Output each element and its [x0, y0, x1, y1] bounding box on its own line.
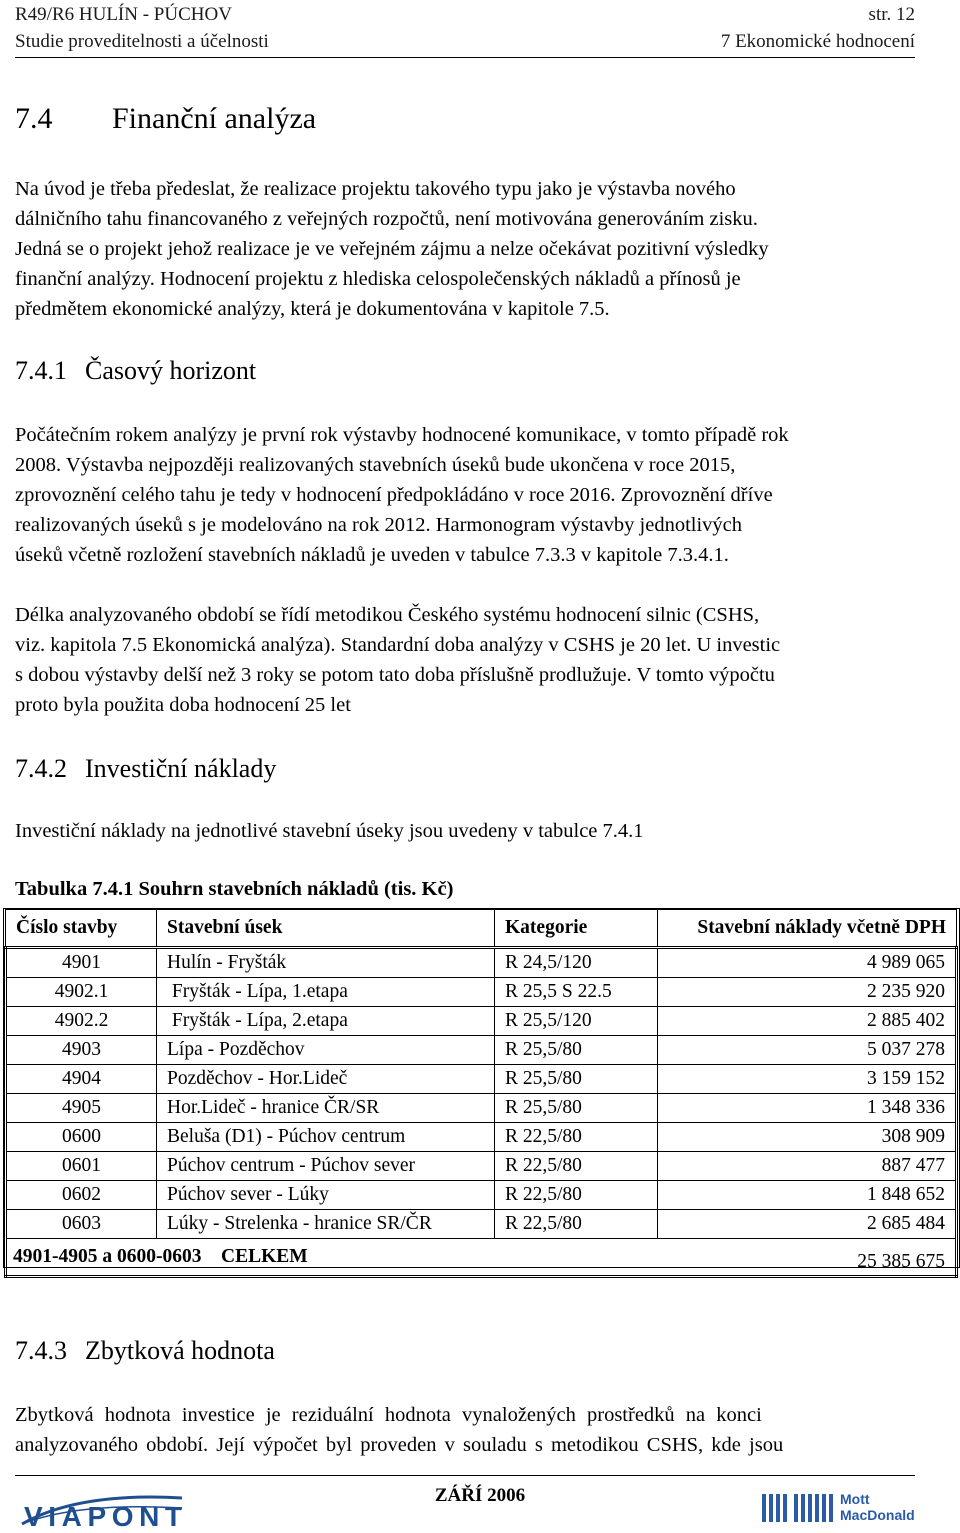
- cell-costs: 308 909: [658, 1123, 957, 1152]
- cell-category: R 22,5/80: [495, 1210, 658, 1239]
- cell-costs: 2 885 402: [658, 1007, 957, 1036]
- cell-number: 4905: [6, 1094, 157, 1123]
- column-header-costs: Stavební náklady včetně DPH: [658, 910, 957, 948]
- cell-costs: 5 037 278: [658, 1036, 957, 1065]
- intro-line: finanční analýzy. Hodnocení projektu z hlediska celospolečenských nákladů a přínosů je: [15, 268, 741, 290]
- cell-category: R 25,5/80: [495, 1036, 658, 1065]
- table-row: [6, 1094, 957, 1123]
- section-title: Finanční analýza: [112, 102, 317, 135]
- cell-category: R 25,5/120: [495, 1007, 658, 1036]
- total-label: 4901-4905 a 0600-0603 CELKEM: [13, 1246, 308, 1267]
- table-header-row: [6, 910, 957, 948]
- header-chapter: 7 Ekonomické hodnocení: [720, 31, 915, 52]
- paragraph-line: Délka analyzovaného období se řídí metodikou Českého systému hodnocení silnic (CSHS,: [15, 604, 760, 626]
- cell-section: Fryšták - Lípa, 1.etapa: [157, 978, 495, 1007]
- subsection-heading-residual-value: [15, 1336, 275, 1366]
- subsection-title: Časový horizont: [85, 356, 257, 385]
- cell-section: Púchov centrum - Púchov sever: [157, 1152, 495, 1181]
- cell-category: R 25,5/80: [495, 1065, 658, 1094]
- paragraph-line: s dobou výstavby delší než 3 roky se potom tato doba příslušně prodlužuje. V tomto výpočtu: [15, 664, 775, 686]
- table-row: [6, 1152, 957, 1181]
- header-rule: [15, 57, 915, 58]
- subsection-title: Zbytková hodnota: [85, 1336, 275, 1365]
- mott-logo-line2: MacDonald: [840, 1507, 915, 1523]
- table-caption: Tabulka 7.4.1 Souhrn stavebních nákladů (tis. Kč): [15, 878, 454, 900]
- cell-section: Hulín - Fryšták: [157, 948, 495, 978]
- paragraph-line: Zbytková hodnota investice je reziduální hodnota vynaložených prostředků na konci: [15, 1404, 762, 1426]
- subsection-number: 7.4.2: [15, 754, 67, 783]
- table-row: [6, 1065, 957, 1094]
- header-page-number: str. 12: [868, 4, 915, 25]
- section-heading: [15, 102, 316, 136]
- mott-logo-line1: Mott: [840, 1491, 870, 1507]
- table-row: [6, 1123, 957, 1152]
- cell-section: Fryšták - Lípa, 2.etapa: [157, 1007, 495, 1036]
- cell-number: 4903: [6, 1036, 157, 1065]
- table-row: [6, 1007, 957, 1036]
- intro-line: dálničního tahu financovaného z veřejných rozpočtů, není motivována generováním zisku.: [15, 208, 758, 230]
- cell-section: Pozděchov - Hor.Lideč: [157, 1065, 495, 1094]
- column-header-category: Kategorie: [495, 910, 658, 948]
- cell-number: 4902.2: [6, 1007, 157, 1036]
- cell-section: Beluša (D1) - Púchov centrum: [157, 1123, 495, 1152]
- table-row: [6, 1210, 957, 1239]
- cell-costs: 887 477: [658, 1152, 957, 1181]
- header-project: R49/R6 HULÍN - PÚCHOV: [15, 4, 232, 25]
- cell-number: 4901: [6, 948, 157, 978]
- cell-costs: 3 159 152: [658, 1065, 957, 1094]
- paragraph-line: analyzovaného období. Její výpočet byl proveden v souladu s metodikou CSHS, kde jsou: [15, 1434, 784, 1456]
- paragraph-line: viz. kapitola 7.5 Ekonomická analýza). Standardní doba analýzy v CSHS je 20 let. U investic: [15, 634, 781, 656]
- mott-macdonald-logo-icon: [760, 1486, 920, 1526]
- investment-costs-paragraph: Investiční náklady na jednotlivé stavební úseky jsou uvedeny v tabulce 7.4.1: [15, 820, 644, 842]
- cell-costs: 1 348 336: [658, 1094, 957, 1123]
- subsection-heading-investment-costs: [15, 754, 276, 784]
- cell-category: R 22,5/80: [495, 1152, 658, 1181]
- cell-number: 0603: [6, 1210, 157, 1239]
- cell-category: R 22,5/80: [495, 1181, 658, 1210]
- cell-number: 4904: [6, 1065, 157, 1094]
- subsection-number: 7.4.1: [15, 356, 67, 385]
- column-header-section: Stavební úsek: [157, 910, 495, 948]
- cell-number: 0602: [6, 1181, 157, 1210]
- running-header-top: [15, 4, 915, 28]
- paragraph-line: proto byla použita doba hodnocení 25 let: [15, 694, 351, 716]
- cell-section: Hor.Lideč - hranice ČR/SR: [157, 1094, 495, 1123]
- footer-rule: [15, 1475, 915, 1476]
- table-row: [6, 1036, 957, 1065]
- cell-section: Lúky - Strelenka - hranice SR/ČR: [157, 1210, 495, 1239]
- subsection-title: Investiční náklady: [85, 754, 277, 783]
- cell-category: R 25,5 S 22.5: [495, 978, 658, 1007]
- table-total-row: [6, 1239, 957, 1277]
- cell-category: R 24,5/120: [495, 948, 658, 978]
- cell-costs: 4 989 065: [658, 948, 957, 978]
- header-study: Studie proveditelnosti a účelnosti: [15, 31, 269, 52]
- cell-costs: 1 848 652: [658, 1181, 957, 1210]
- mott-macdonald-logo: [760, 1486, 920, 1531]
- subsection-heading-time-horizon: [15, 356, 256, 386]
- table-row: [6, 948, 957, 978]
- section-number: 7.4: [15, 102, 53, 135]
- paragraph-line: úseků včetně rozložení stavebních nákladů je uveden v tabulce 7.3.3 v kapitole 7.3.4.1.: [15, 544, 729, 566]
- cell-number: 4902.1: [6, 978, 157, 1007]
- total-value: 25 385 675: [857, 1251, 945, 1272]
- cell-section: Lípa - Pozděchov: [157, 1036, 495, 1065]
- table-row: [6, 978, 957, 1007]
- running-header-bottom: [15, 31, 915, 55]
- paragraph-line: Počátečním rokem analýzy je první rok výstavby hodnocené komunikace, v tomto případě rok: [15, 424, 789, 446]
- intro-line: Jedná se o projekt jehož realizace je ve veřejném zájmu a nelze očekávat pozitivní výsledky: [15, 238, 769, 260]
- cell-number: 0600: [6, 1123, 157, 1152]
- column-header-number: Číslo stavby: [6, 910, 157, 948]
- intro-line: Na úvod je třeba předeslat, že realizace projektu takového typu jako je výstavba nového: [15, 178, 736, 200]
- paragraph-line: 2008. Výstavba nejpozději realizovaných stavebních úseků bude ukončena v roce 2015,: [15, 454, 736, 476]
- table-row: [6, 1181, 957, 1210]
- construction-costs-table: [4, 909, 958, 1278]
- paragraph-line: realizovaných úseků s je modelováno na rok 2012. Harmonogram výstavby jednotlivých: [15, 514, 742, 536]
- footer-date: ZÁŘÍ 2006: [434, 1485, 526, 1506]
- cell-category: R 25,5/80: [495, 1094, 658, 1123]
- subsection-number: 7.4.3: [15, 1336, 67, 1365]
- intro-line: předmětem ekonomické analýzy, která je dokumentována v kapitole 7.5.: [15, 298, 610, 320]
- cell-costs: 2 235 920: [658, 978, 957, 1007]
- cell-costs: 2 685 484: [658, 1210, 957, 1239]
- cell-number: 0601: [6, 1152, 157, 1181]
- cell-section: Púchov sever - Lúky: [157, 1181, 495, 1210]
- paragraph-line: zprovoznění celého tahu je tedy v hodnocení předpokládáno v roce 2016. Zprovoznění dříve: [15, 484, 773, 506]
- viapont-logo-text: VIAPONT: [24, 1501, 182, 1528]
- cell-category: R 22,5/80: [495, 1123, 658, 1152]
